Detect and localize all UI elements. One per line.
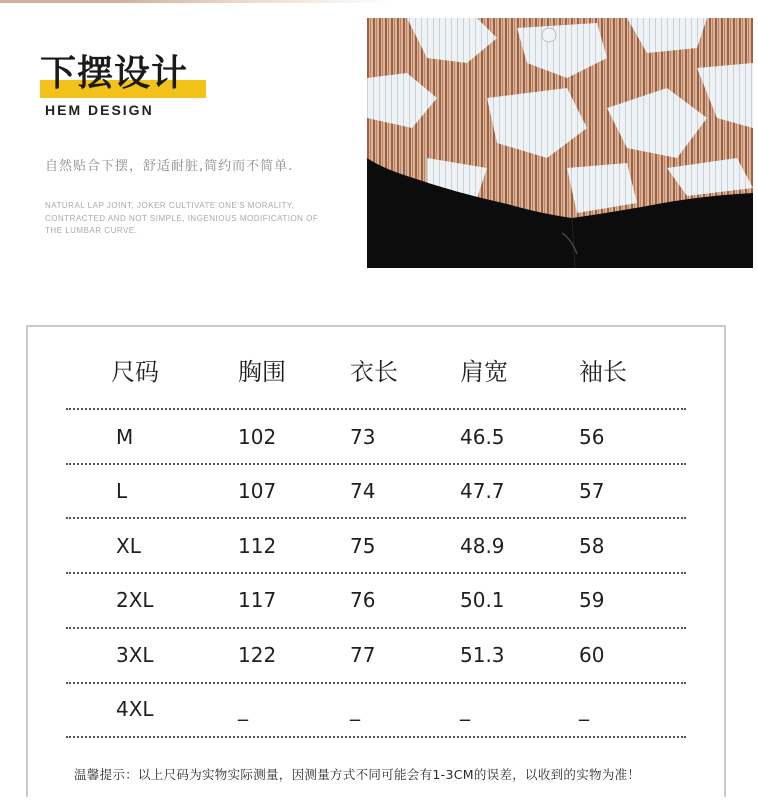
row-divider xyxy=(66,572,686,574)
hem-title-block xyxy=(40,52,210,100)
cell-chest: 112 xyxy=(238,534,277,558)
cell-shoulder: 51.3 xyxy=(460,643,505,667)
cell-sleeve: 56 xyxy=(579,425,605,449)
cell-size: 3XL xyxy=(116,643,154,667)
cell-chest: _ xyxy=(238,697,248,721)
table-row xyxy=(68,471,688,511)
row-divider xyxy=(66,736,686,738)
cell-sleeve: _ xyxy=(579,697,589,721)
header-size: 尺码 xyxy=(111,358,159,386)
cell-size: XL xyxy=(116,534,141,558)
table-row xyxy=(68,635,688,675)
header-shoulder: 肩宽 xyxy=(460,358,508,386)
table-row xyxy=(68,526,688,566)
row-divider xyxy=(66,682,686,684)
cell-length: 73 xyxy=(350,425,376,449)
cell-length: 75 xyxy=(350,534,376,558)
cell-shoulder: 47.7 xyxy=(460,479,505,503)
cell-chest: 122 xyxy=(238,643,277,667)
cell-length: 74 xyxy=(350,479,376,503)
cell-length: 76 xyxy=(350,588,376,612)
description-chinese: 自然贴合下摆，舒适耐脏,简约而不简单. xyxy=(45,159,294,174)
row-divider xyxy=(66,517,686,519)
cell-size: L xyxy=(116,479,128,503)
size-table xyxy=(26,325,726,797)
shirt-hem-photo xyxy=(367,18,753,268)
row-divider xyxy=(66,627,686,629)
size-note: 温馨提示：以上尺码为实物实际测量，因测量方式不同可能会有1-3CM的误差，以收到的实物为准！ xyxy=(74,767,641,782)
cell-sleeve: 59 xyxy=(579,588,605,612)
cell-shoulder: 46.5 xyxy=(460,425,505,449)
table-row xyxy=(68,417,688,457)
description-english: NATURAL LAP JOINT, JOKER CULTIVATE ONE'S MORALITY, CONTRACTED AND NOT SIMPLE, INGENIOUS MODIFICATION OF THE LUMBAR CURVE. xyxy=(45,201,319,235)
table-row xyxy=(68,580,688,620)
cell-sleeve: 60 xyxy=(579,643,605,667)
cell-length: _ xyxy=(350,697,360,721)
hem-design-section xyxy=(0,0,758,290)
table-header-row xyxy=(68,352,688,392)
row-divider xyxy=(66,463,686,465)
hem-subtitle: HEM DESIGN xyxy=(45,102,154,118)
header-sleeve: 袖长 xyxy=(579,358,627,386)
cell-size: 2XL xyxy=(116,588,154,612)
cell-chest: 107 xyxy=(238,479,277,503)
cell-size: M xyxy=(116,425,134,449)
table-row xyxy=(68,689,688,729)
cell-chest: 102 xyxy=(238,425,277,449)
header-chest: 胸围 xyxy=(238,358,286,386)
cell-shoulder: 50.1 xyxy=(460,588,505,612)
cell-size: 4XL xyxy=(116,697,154,721)
hem-title: 下摆设计 xyxy=(40,53,189,94)
cell-chest: 117 xyxy=(238,588,277,612)
header-length: 衣长 xyxy=(350,358,398,386)
cell-sleeve: 58 xyxy=(579,534,605,558)
cell-shoulder: 48.9 xyxy=(460,534,505,558)
row-divider xyxy=(66,408,686,410)
cell-shoulder: _ xyxy=(460,697,470,721)
cell-sleeve: 57 xyxy=(579,479,605,503)
cell-length: 77 xyxy=(350,643,376,667)
